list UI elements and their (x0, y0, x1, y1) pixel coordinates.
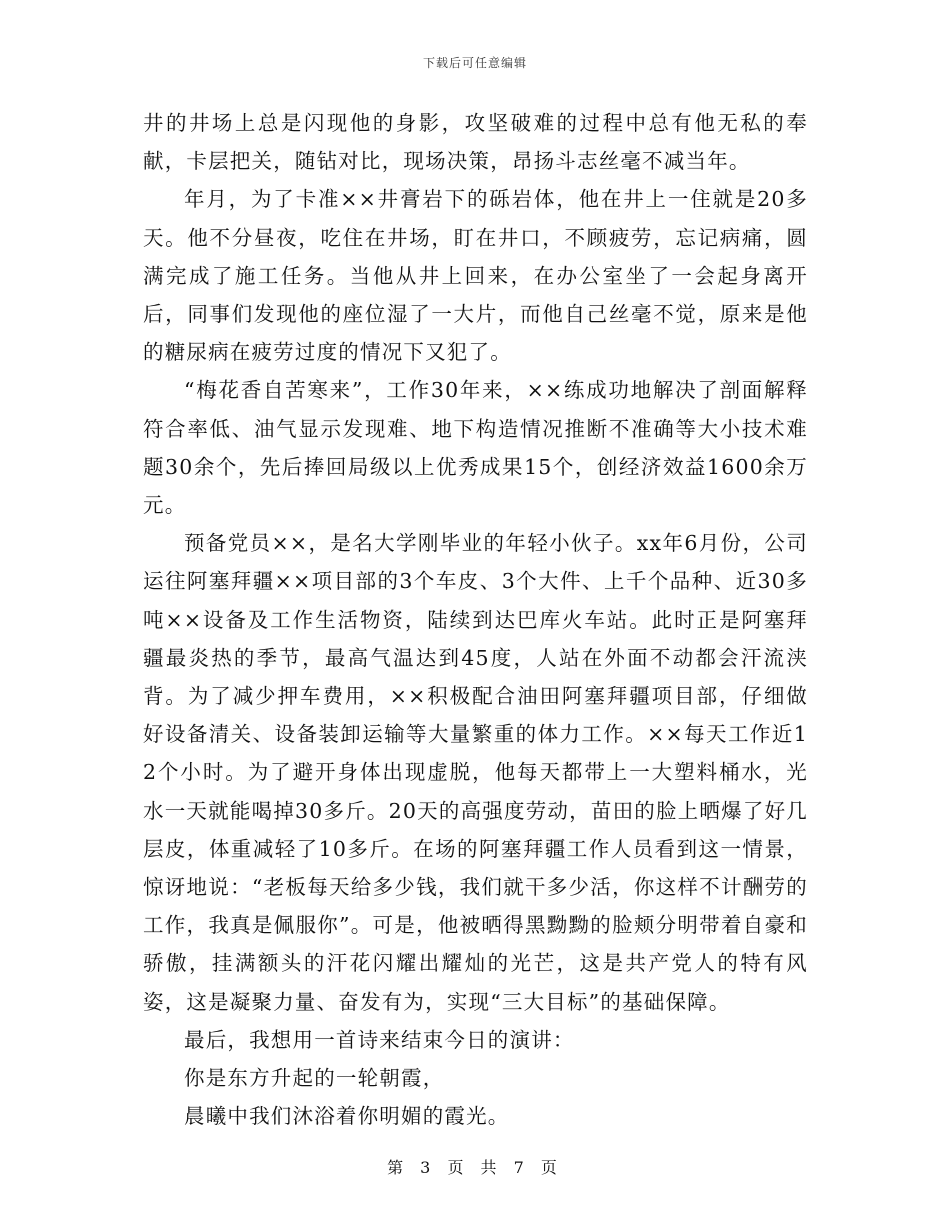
paragraph-continuation: 井的井场上总是闪现他的身影，攻坚破难的过程中总有他无私的奉献，卡层把关，随钻对比，现场决策，昂扬斗志丝毫不减当年。 (143, 111, 808, 174)
page-number: 第 3 页 共 7 页 (387, 1158, 563, 1177)
paragraph-closing-intro: 最后，我想用一首诗来结束今日的演讲： (184, 1027, 575, 1052)
document-body (143, 104, 808, 1135)
paragraph-plum-blossom: “梅花香自苦寒来”，工作30年来，××练成功地解决了剖面解释符合率低、油气显示发现难、地下构造情况推断不准确等大小技术难题30余个，先后捧回局级以上优秀成果15个，创经济效益1600余万元。 (143, 378, 808, 518)
poem-line-2: 晨曦中我们沐浴着你明媚的霞光。 (184, 1104, 510, 1129)
page-header: 下载后可任意编辑 (422, 56, 527, 70)
paragraph-diabetes-story: 年月，为了卡准××井膏岩下的砾岩体，他在井上一住就是20多天。他不分昼夜，吃住在井场，盯在井口，不顾疲劳，忘记病痛，圆满完成了施工任务。当他从井上回来，在办公室坐了一会起身离开后，同事们发现他的座位湿了一大片，而他自己丝毫不觉，原来是他的糖尿病在疲劳过度的情况下又犯了。 (143, 187, 808, 365)
poem-line-1: 你是东方升起的一轮朝霞， (184, 1066, 445, 1091)
paragraph-probationary-member: 预备党员××，是名大学刚毕业的年轻小伙子。xx年6月份，公司运往阿塞拜疆××项目部的3个车皮、3个大件、上千个品种、近30多吨××设备及工作生活物资，陆续到达巴库火车站。此时正是阿塞拜疆最炎热的季节，最高气温达到45度，人站在外面不动都会汗流浃背。为了减少押车费用，××积极配合油田阿塞拜疆项目部，仔细做好设备清关、设备装卸运输等大量繁重的体力工作。××每天工作近12个小时。为了避开身体出现虚脱，他每天都带上一大塑料桶水，光水一天就能喝掉30多斤。20天的高强度劳动，苗田的脸上晒爆了好几层皮，体重减轻了10多斤。在场的阿塞拜疆工作人员看到这一情景，惊讶地说：“老板每天给多少钱，我们就干多少活，你这样不计酬劳的工作，我真是佩服你”。可是，他被晒得黑黝黝的脸颊分明带着自豪和骄傲，挂满额头的汗花闪耀出耀灿的光芒，这是共产党人的特有风姿，这是凝聚力量、奋发有为，实现“三大目标”的基础保障。 (143, 531, 808, 1014)
